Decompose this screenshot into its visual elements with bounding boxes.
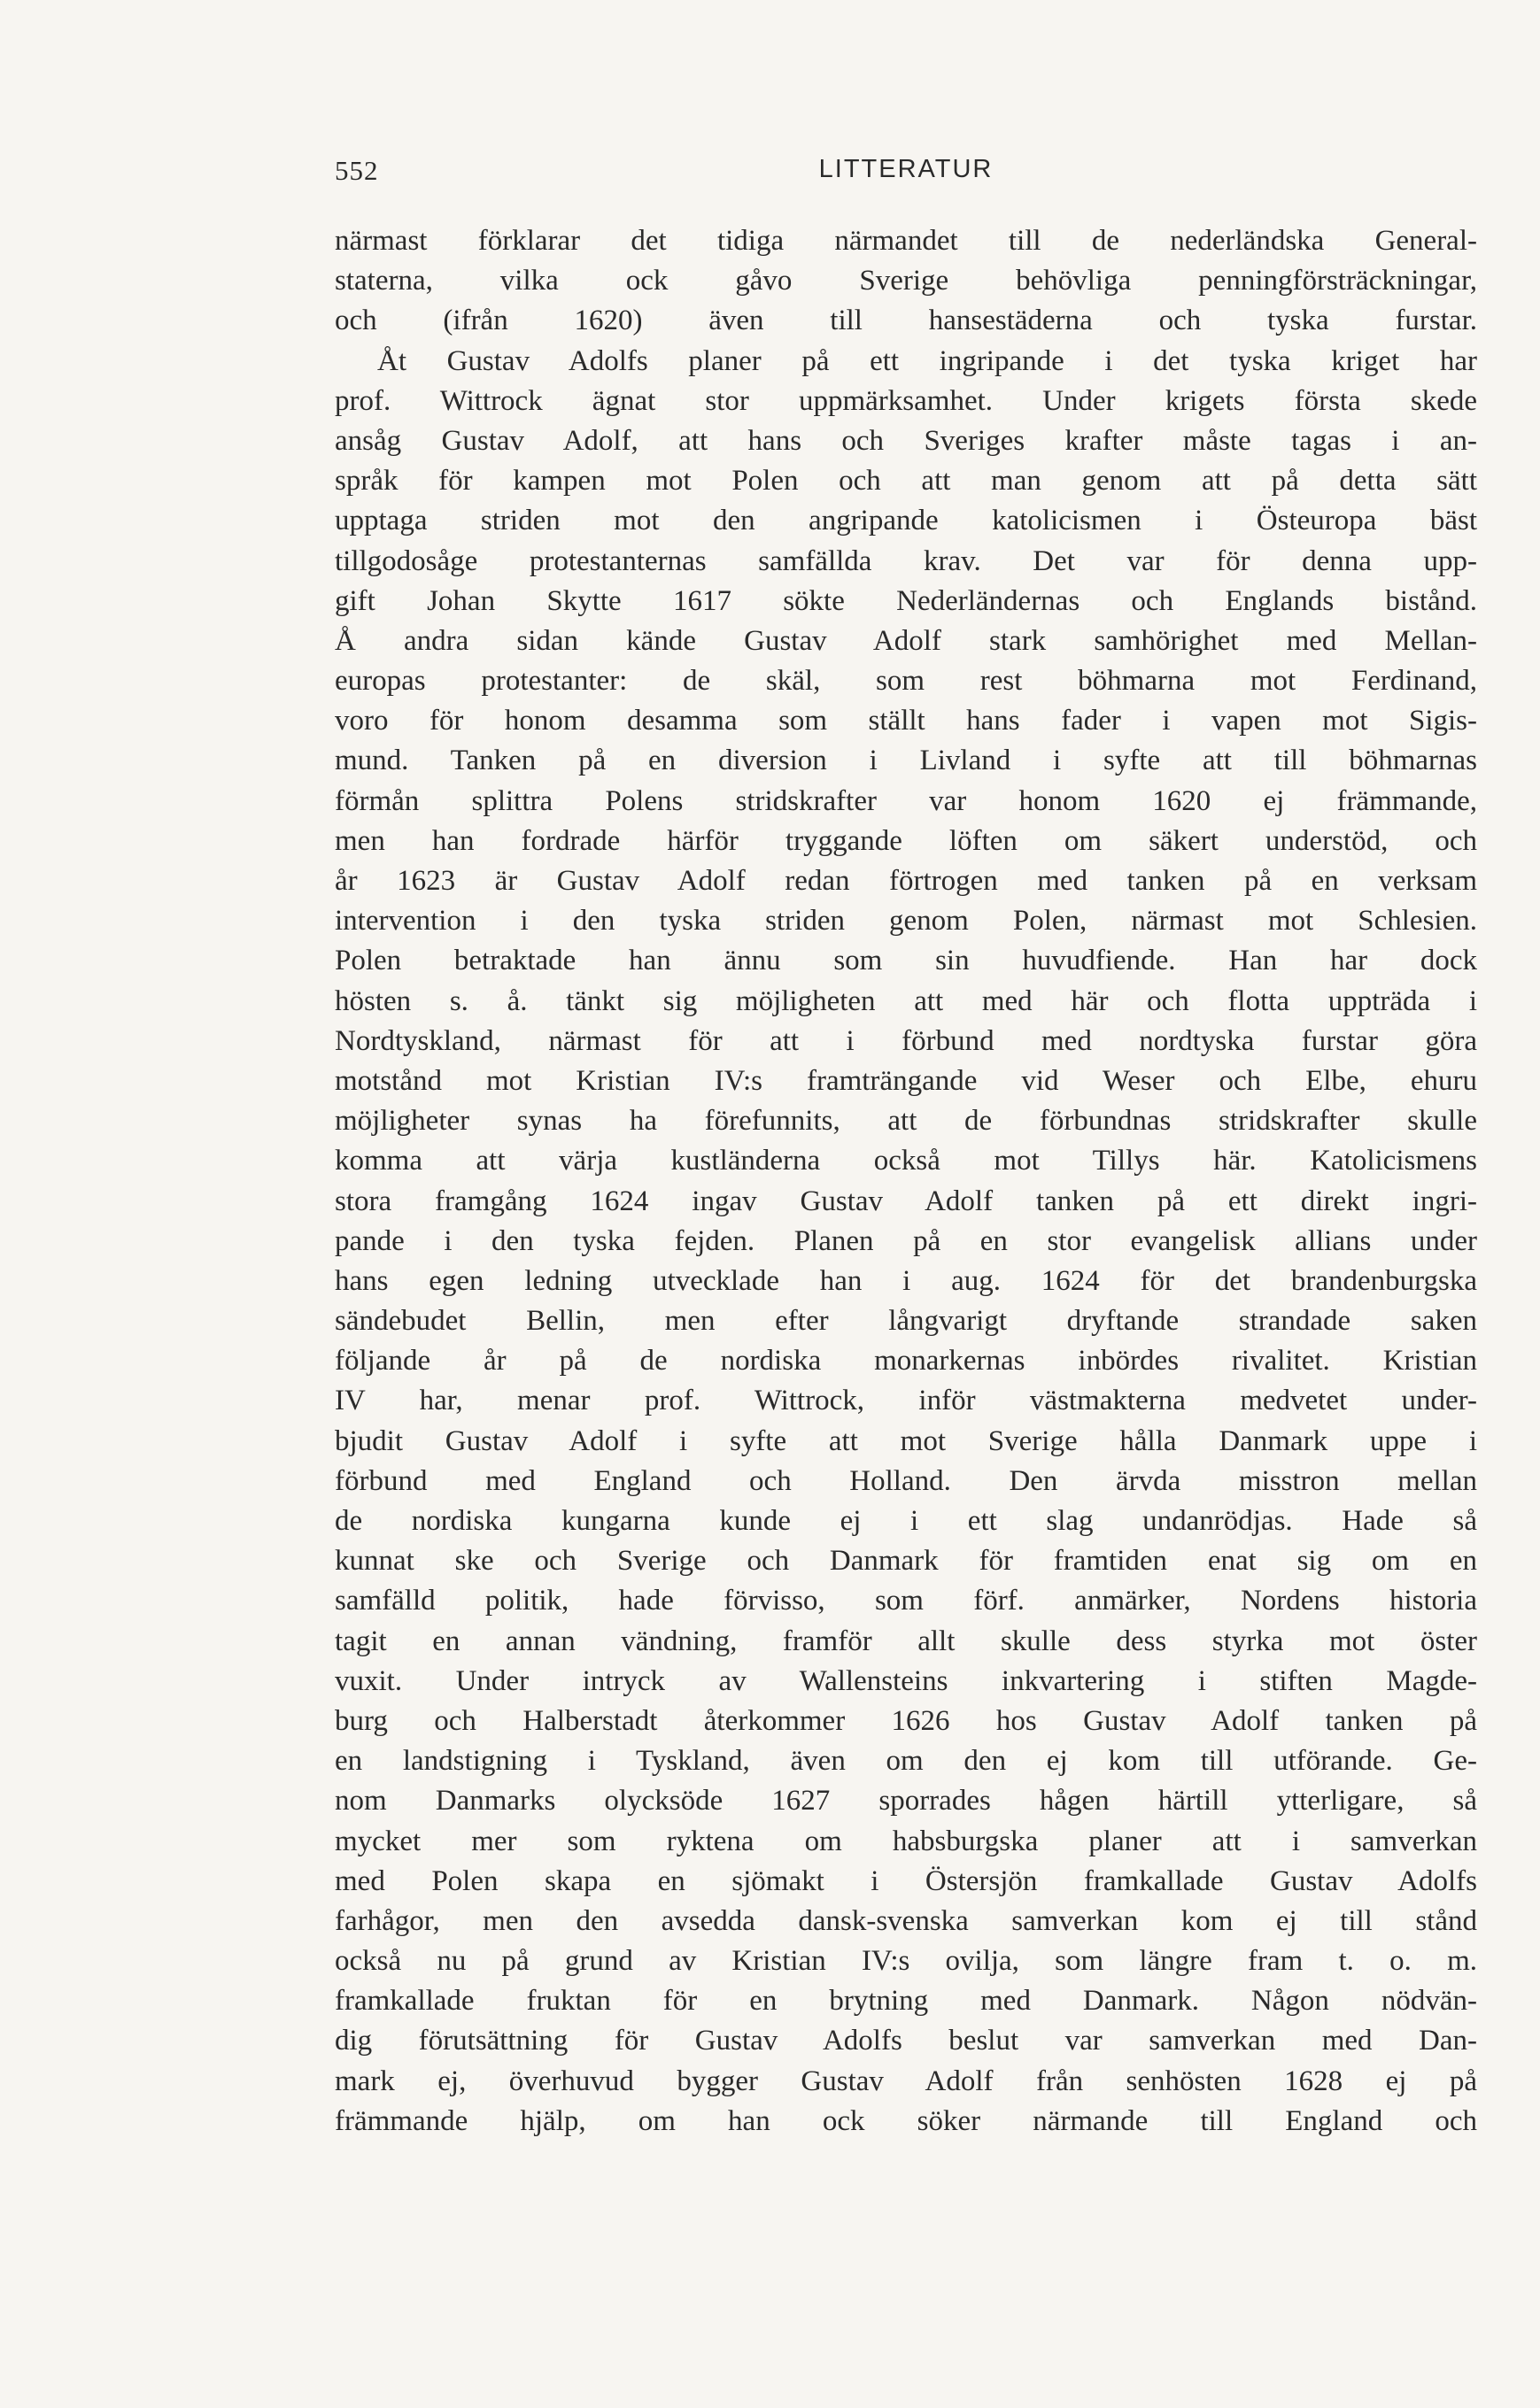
text-line: år 1623 är Gustav Adolf redan förtrogen med tanken på en verksam — [335, 865, 1477, 897]
text-line: nom Danmarks olycksöde 1627 sporrades hågen härtill ytterligare, så — [335, 1785, 1477, 1818]
text-line: stora framgång 1624 ingav Gustav Adolf tanken på ett direkt ingri- — [335, 1185, 1477, 1217]
body-text — [335, 221, 1477, 2142]
text-line: farhågor, men den avsedda dansk-svenska samverkan kom ej till stånd — [335, 1904, 1477, 1937]
text-line: mund. Tanken på en diversion i Livland i syfte att till böhmarnas — [335, 745, 1477, 777]
text-line: samfälld politik, hade förvisso, som förf. anmärker, Nordens historia — [335, 1585, 1477, 1617]
text-line: språk för kampen mot Polen och att man genom att på detta sätt — [335, 465, 1477, 498]
text-line: motstånd mot Kristian IV:s framträngande vid Weser och Elbe, ehuru — [335, 1064, 1477, 1097]
running-head: LITTERATUR — [818, 155, 994, 183]
text-line: sändebudet Bellin, men efter långvarigt dryftande strandade saken — [335, 1305, 1477, 1338]
text-line: Polen betraktade han ännu som sin huvudfiende. Han har dock — [335, 945, 1477, 977]
text-line: tillgodosåge protestanternas samfällda krav. Det var för denna upp- — [335, 544, 1477, 577]
page-header — [335, 155, 1477, 199]
text-line: europas protestanter: de skäl, som rest böhmarna mot Ferdinand, — [335, 665, 1477, 698]
text-line: följande år på de nordiska monarkernas inbördes rivalitet. Kristian — [335, 1345, 1477, 1378]
text-line: IV har, menar prof. Wittrock, inför västmakterna medvetet under- — [335, 1385, 1477, 1417]
text-line: hans egen ledning utvecklade han i aug. 1624 för det brandenburgska — [335, 1264, 1477, 1297]
text-line: men han fordrade härför tryggande löften om säkert understöd, och — [335, 824, 1477, 857]
page-number: 552 — [335, 155, 379, 186]
text-line: möjligheter synas ha förefunnits, att de förbundnas stridskrafter skulle — [335, 1105, 1477, 1138]
text-line: komma att värja kustländerna också mot Tillys här. Katolicismens — [335, 1145, 1477, 1177]
text-line: staterna, vilka ock gåvo Sverige behövliga penningförsträckningar, — [335, 265, 1477, 297]
text-line: en landstigning i Tyskland, även om den ej kom till utförande. Ge- — [335, 1745, 1477, 1778]
text-line: förbund med England och Holland. Den ärvda misstron mellan — [335, 1464, 1477, 1497]
text-line: förmån splittra Polens stridskrafter var honom 1620 ej främmande, — [335, 784, 1477, 817]
text-line: och (ifrån 1620) även till hansestäderna och tyska furstar. — [335, 305, 1477, 337]
text-line: Nordtyskland, närmast för att i förbund med nordtyska furstar göra — [335, 1024, 1477, 1057]
text-line: gift Johan Skytte 1617 sökte Nederländernas och Englands bistånd. — [335, 584, 1477, 617]
text-line: de nordiska kungarna kunde ej i ett slag undanrödjas. Hade så — [335, 1505, 1477, 1537]
text-line: vuxit. Under intryck av Wallensteins inkvartering i stiften Magde- — [335, 1664, 1477, 1697]
text-line: burg och Halberstadt återkommer 1626 hos Gustav Adolf tanken på — [335, 1704, 1477, 1737]
text-line: pande i den tyska fejden. Planen på en stor evangelisk allians under — [335, 1224, 1477, 1257]
text-line: upptaga striden mot den angripande katolicismen i Östeuropa bäst — [335, 505, 1477, 537]
text-line: tagit en annan vändning, framför allt skulle dess styrka mot öster — [335, 1625, 1477, 1657]
text-line: hösten s. å. tänkt sig möjligheten att med här och flotta uppträda i — [335, 984, 1477, 1017]
text-line: Åt Gustav Adolfs planer på ett ingripande i det tyska kriget har — [377, 344, 1477, 377]
text-line: mycket mer som ryktena om habsburgska planer att i samverkan — [335, 1825, 1477, 1857]
text-line: kunnat ske och Sverige och Danmark för framtiden enat sig om en — [335, 1545, 1477, 1578]
text-line: Å andra sidan kände Gustav Adolf stark samhörighet med Mellan- — [335, 624, 1477, 657]
text-line: framkallade fruktan för en brytning med Danmark. Någon nödvän- — [335, 1985, 1477, 2018]
text-line: intervention i den tyska striden genom Polen, närmast mot Schlesien. — [335, 905, 1477, 938]
text-line: också nu på grund av Kristian IV:s ovilja, som längre fram t. o. m. — [335, 1945, 1477, 1978]
text-line: främmande hjälp, om han ock söker närmande till England och — [335, 2104, 1477, 2137]
text-line: prof. Wittrock ägnat stor uppmärksamhet. Under krigets första skede — [335, 384, 1477, 417]
text-line: dig förutsättning för Gustav Adolfs beslut var samverkan med Dan- — [335, 2025, 1477, 2057]
text-line: ansåg Gustav Adolf, att hans och Sveriges krafter måste tagas i an- — [335, 424, 1477, 457]
text-line: närmast förklarar det tidiga närmandet till de nederländska General- — [335, 225, 1477, 257]
text-line: med Polen skapa en sjömakt i Östersjön framkallade Gustav Adolfs — [335, 1864, 1477, 1897]
text-line: bjudit Gustav Adolf i syfte att mot Sverige hålla Danmark uppe i — [335, 1424, 1477, 1457]
text-line: mark ej, överhuvud bygger Gustav Adolf från senhösten 1628 ej på — [335, 2065, 1477, 2097]
text-line: voro för honom desamma som ställt hans fader i vapen mot Sigis- — [335, 705, 1477, 737]
